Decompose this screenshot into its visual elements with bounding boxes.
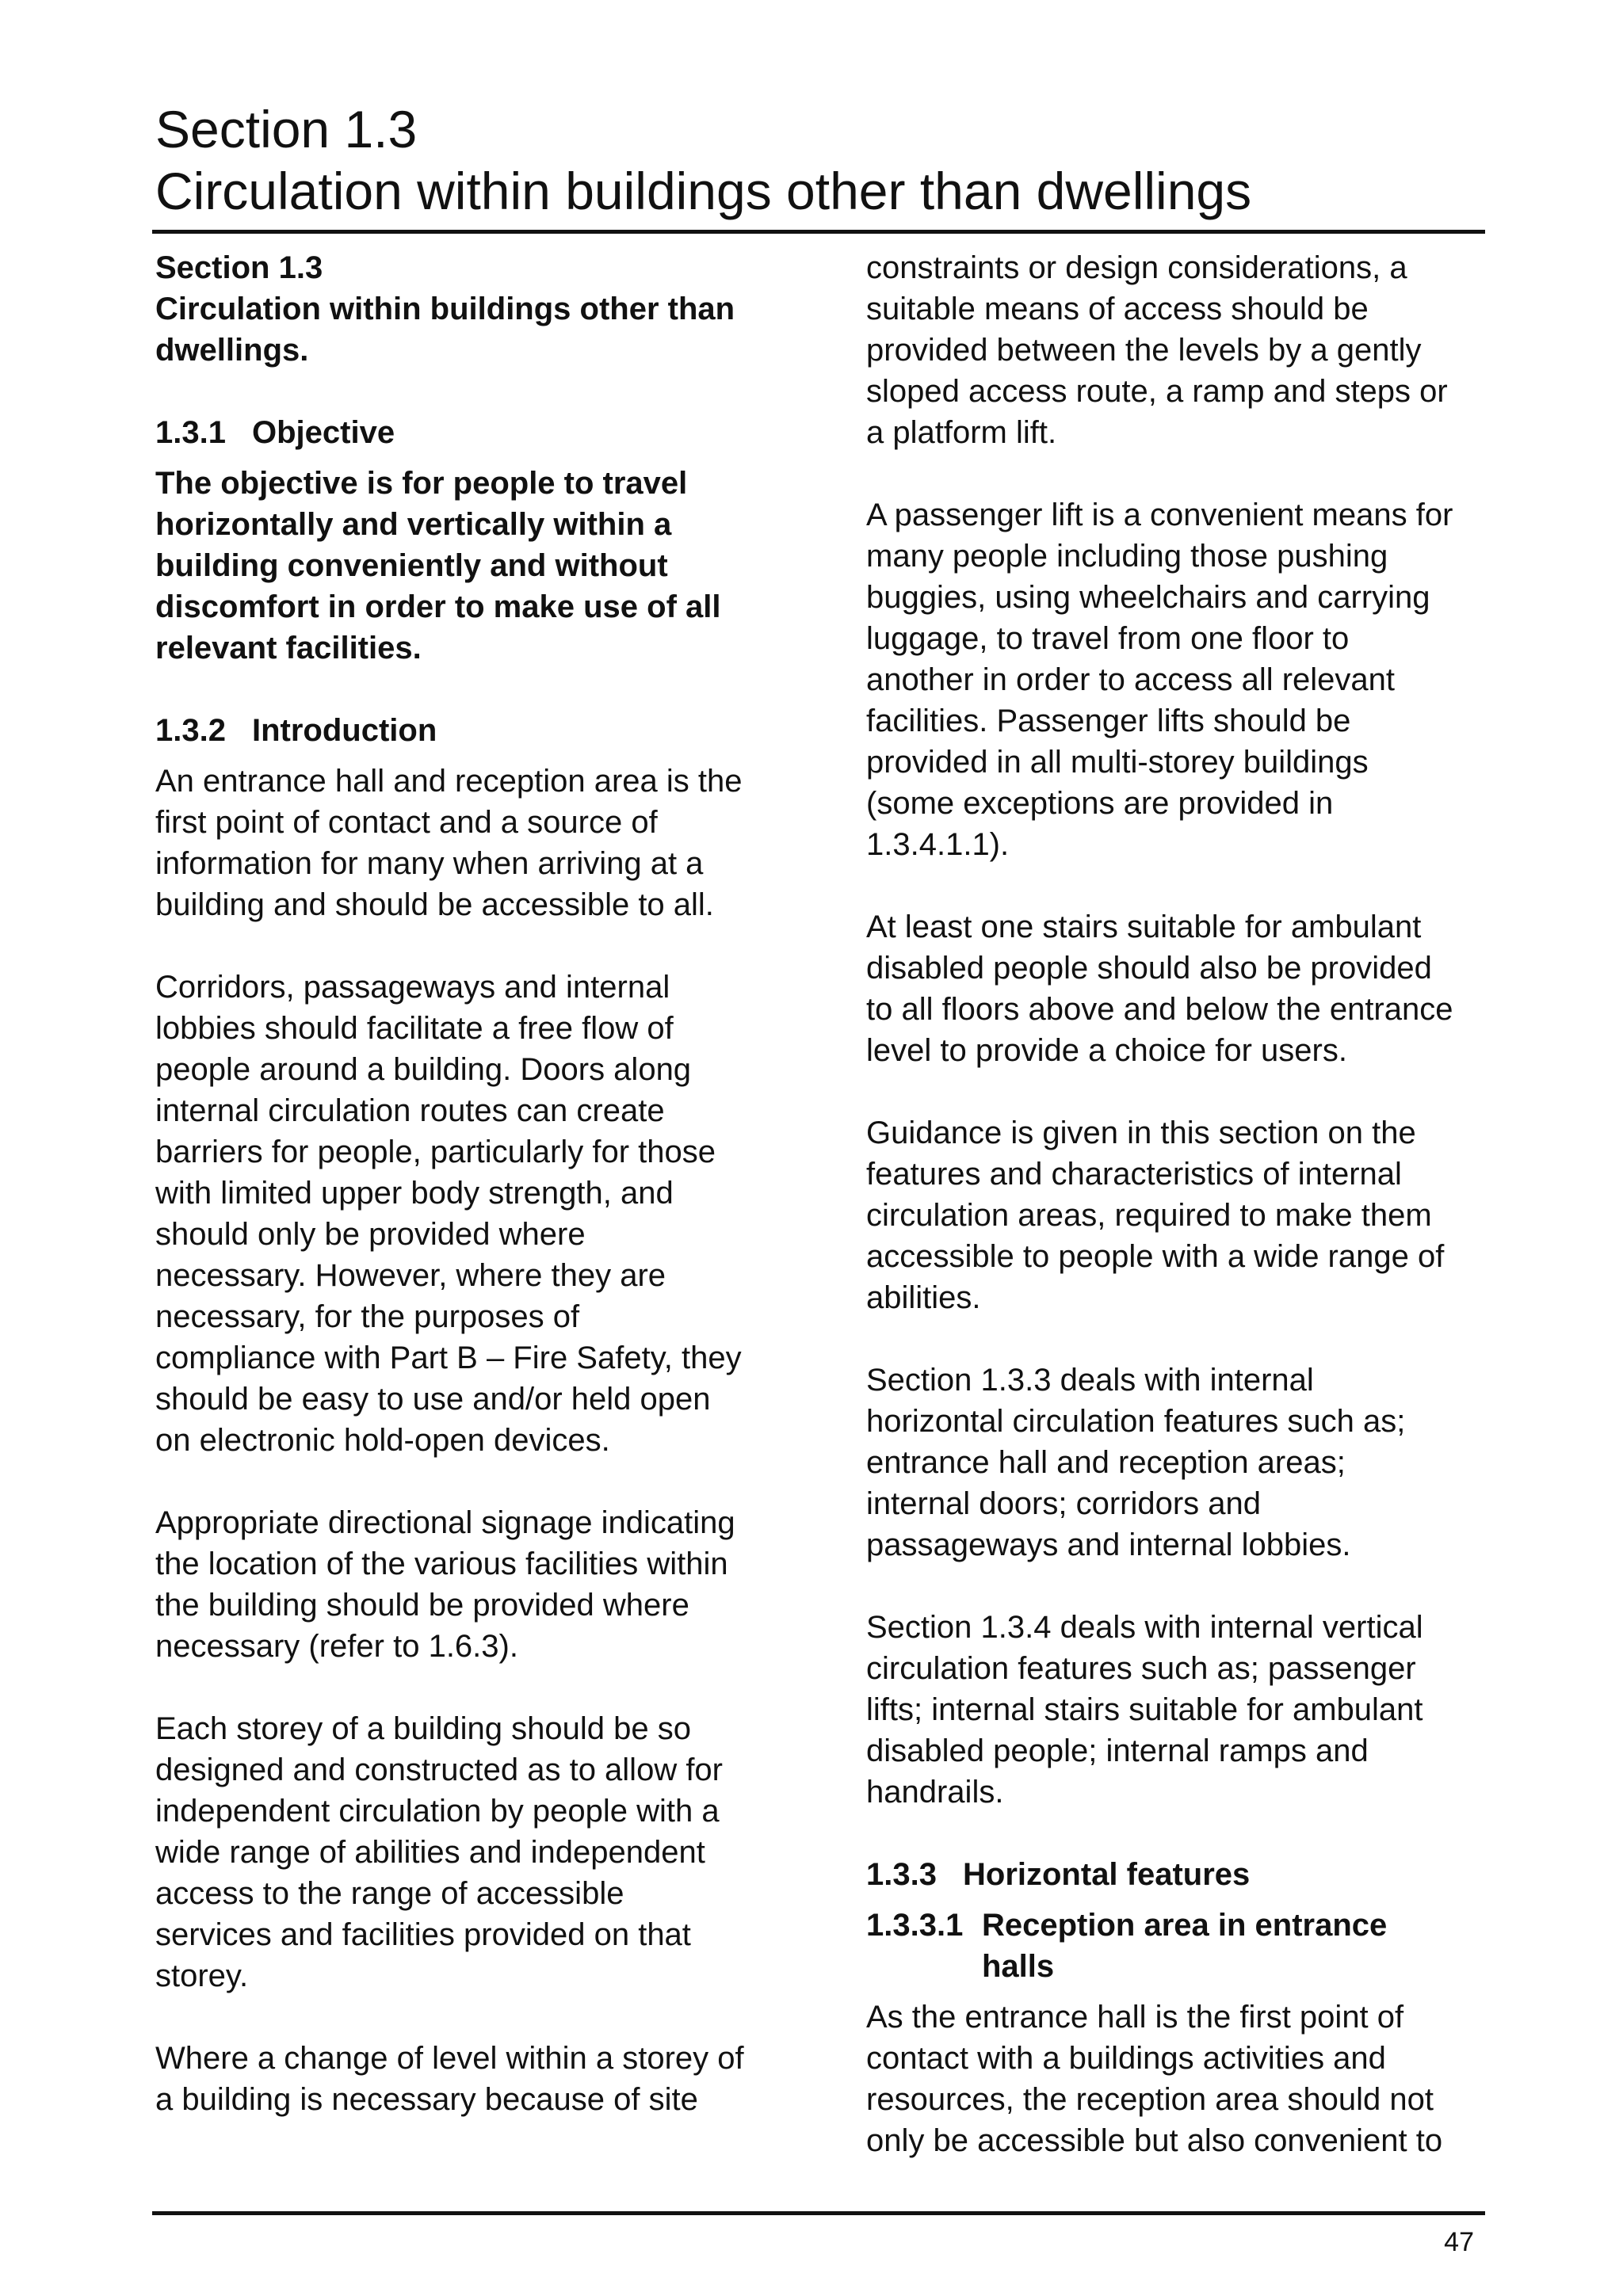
paragraph-line: entrance hall and reception areas; [866, 1445, 1346, 1480]
spacer [155, 751, 789, 761]
spacer [155, 925, 789, 967]
paragraph-line: necessary. However, where they are [155, 1258, 666, 1293]
objective-line: building conveniently and without [155, 548, 668, 583]
paragraph-line: storey. [155, 1958, 249, 1993]
paragraph-line: features and characteristics of internal [866, 1157, 1402, 1192]
paragraph-line: Section 1.3.4 deals with internal vertical [866, 1610, 1423, 1645]
heading-horizontal-features [866, 1854, 1492, 1895]
paragraph-line: At least one stairs suitable for ambulant [866, 910, 1422, 944]
spacer [866, 1071, 1492, 1112]
spacer [866, 1895, 1492, 1905]
spacer [155, 1667, 789, 1708]
spacer [866, 1813, 1492, 1854]
paragraph-line: sloped access route, a ramp and steps or [866, 374, 1448, 409]
paragraph-line: designed and constructed as to allow for [155, 1753, 723, 1787]
section-title-line: dwellings. [155, 333, 309, 368]
paragraph-line: should be easy to use and/or held open [155, 1382, 711, 1417]
paragraph-line: circulation features such as; passenger [866, 1651, 1416, 1686]
heading-text-continued: halls [982, 1949, 1055, 1984]
objective-line: The objective is for people to travel [155, 466, 688, 501]
paragraph-line: constraints or design considerations, a [866, 250, 1407, 285]
paragraph-line: wide range of abilities and independent [155, 1835, 705, 1870]
spacer [866, 453, 1492, 494]
page-number: 47 [1444, 2227, 1474, 2257]
header-rule [152, 230, 1485, 234]
objective-line: discomfort in order to make use of all [155, 589, 721, 624]
paragraph-line: Appropriate directional signage indicating [155, 1505, 735, 1540]
paragraph-line: handrails. [866, 1775, 1004, 1810]
paragraph-line: should only be provided where [155, 1217, 586, 1252]
spacer [866, 1318, 1492, 1360]
paragraph-line: building and should be accessible to all. [155, 887, 714, 922]
heading-number: 1.3.3.1 [866, 1908, 964, 1943]
paragraph-line: provided between the levels by a gently [866, 333, 1422, 368]
spacer [155, 371, 789, 412]
heading-text: Introduction [252, 713, 437, 748]
paragraph-line: on electronic hold-open devices. [155, 1423, 610, 1458]
page-header [155, 98, 1484, 222]
paragraph-line: Each storey of a building should be so [155, 1711, 691, 1746]
paragraph-line: internal circulation routes can create [155, 1093, 665, 1128]
paragraph-line: access to the range of accessible [155, 1876, 624, 1911]
spacer [866, 1987, 1492, 1997]
paragraph-line: internal doors; corridors and [866, 1486, 1262, 1521]
spacer [155, 1997, 789, 2038]
paragraph-line: Where a change of level within a storey of [155, 2041, 744, 2076]
paragraph-line: level to provide a choice for users. [866, 1033, 1347, 1068]
section-title-line: Section 1.3 [155, 250, 323, 285]
paragraph-line: another in order to access all relevant [866, 662, 1396, 697]
heading-number: 1.3.2 [155, 713, 226, 748]
paragraph-line: circulation areas, required to make them [866, 1198, 1432, 1233]
paragraph-line: a building is necessary because of site [155, 2082, 698, 2117]
paragraph-line: necessary, for the purposes of [155, 1299, 580, 1334]
paragraph-line: passageways and internal lobbies. [866, 1527, 1351, 1562]
spacer [866, 1566, 1492, 1607]
paragraph-line: lobbies should facilitate a free flow of [155, 1011, 674, 1046]
paragraph-line: (some exceptions are provided in [866, 786, 1334, 821]
paragraph-line: people around a building. Doors along [155, 1052, 692, 1087]
paragraph-line: As the entrance hall is the first point of [866, 2000, 1404, 2035]
heading-number: 1.3.1 [155, 415, 226, 450]
objective-line: relevant facilities. [155, 631, 422, 666]
paragraph-line: horizontal circulation features such as; [866, 1404, 1406, 1439]
objective-line: horizontally and vertically within a [155, 507, 672, 542]
header-section-title: Circulation within buildings other than dwellings [155, 162, 1252, 220]
paragraph-line: abilities. [866, 1280, 981, 1315]
paragraph-line: 1.3.4.1.1). [866, 827, 1010, 862]
paragraph-line: necessary (refer to 1.6.3). [155, 1629, 518, 1664]
paragraph-line: buggies, using wheelchairs and carrying [866, 580, 1430, 615]
paragraph-line: barriers for people, particularly for those [155, 1135, 716, 1169]
heading-objective [155, 412, 789, 453]
paragraph-line: first point of contact and a source of [155, 805, 658, 840]
heading-text: Objective [252, 415, 395, 450]
paragraph-line: the building should be provided where [155, 1588, 689, 1623]
paragraph-line: many people including those pushing [866, 539, 1388, 574]
paragraph-line: with limited upper body strength, and [155, 1176, 674, 1211]
spacer [155, 669, 789, 710]
paragraph-line: a platform lift. [866, 415, 1057, 450]
spacer [155, 1461, 789, 1502]
paragraph-line: information for many when arriving at a [155, 846, 704, 881]
paragraph-line: facilities. Passenger lifts should be [866, 704, 1351, 738]
paragraph-line: lifts; internal stairs suitable for ambulant [866, 1692, 1423, 1727]
heading-text: Horizontal features [963, 1857, 1251, 1892]
paragraph-line: to all floors above and below the entrance [866, 992, 1453, 1027]
paragraph-line: provided in all multi-storey buildings [866, 745, 1369, 780]
paragraph-line: contact with a buildings activities and [866, 2041, 1386, 2076]
left-column [155, 247, 789, 2120]
heading-number: 1.3.3 [866, 1857, 937, 1892]
paragraph-line: suitable means of access should be [866, 292, 1369, 326]
spacer [155, 453, 789, 463]
header-section-number: Section 1.3 [155, 100, 418, 158]
paragraph-line: luggage, to travel from one floor to [866, 621, 1350, 656]
paragraph-line: A passenger lift is a convenient means for [866, 498, 1453, 532]
paragraph-line: compliance with Part B – Fire Safety, they [155, 1341, 742, 1375]
paragraph-line: Corridors, passageways and internal [155, 970, 670, 1005]
paragraph-line: disabled people; internal ramps and [866, 1733, 1369, 1768]
right-column [866, 247, 1492, 2161]
paragraph-line: resources, the reception area should not [866, 2082, 1434, 2117]
heading-reception-area [866, 1905, 1492, 1946]
paragraph-line: Guidance is given in this section on the [866, 1116, 1416, 1150]
paragraph-line: Section 1.3.3 deals with internal [866, 1363, 1314, 1398]
paragraph-line: accessible to people with a wide range of [866, 1239, 1445, 1274]
spacer [866, 865, 1492, 906]
paragraph-line: An entrance hall and reception area is the [155, 764, 743, 799]
paragraph-line: services and facilities provided on that [155, 1917, 691, 1952]
footer-rule [152, 2211, 1485, 2215]
paragraph-line: the location of the various facilities within [155, 1547, 728, 1581]
heading-introduction [155, 710, 789, 751]
heading-text: Reception area in entrance [982, 1908, 1388, 1943]
paragraph-line: independent circulation by people with a [155, 1794, 720, 1829]
section-title-line: Circulation within buildings other than [155, 292, 735, 326]
paragraph-line: only be accessible but also convenient to [866, 2123, 1443, 2158]
paragraph-line: disabled people should also be provided [866, 951, 1432, 986]
